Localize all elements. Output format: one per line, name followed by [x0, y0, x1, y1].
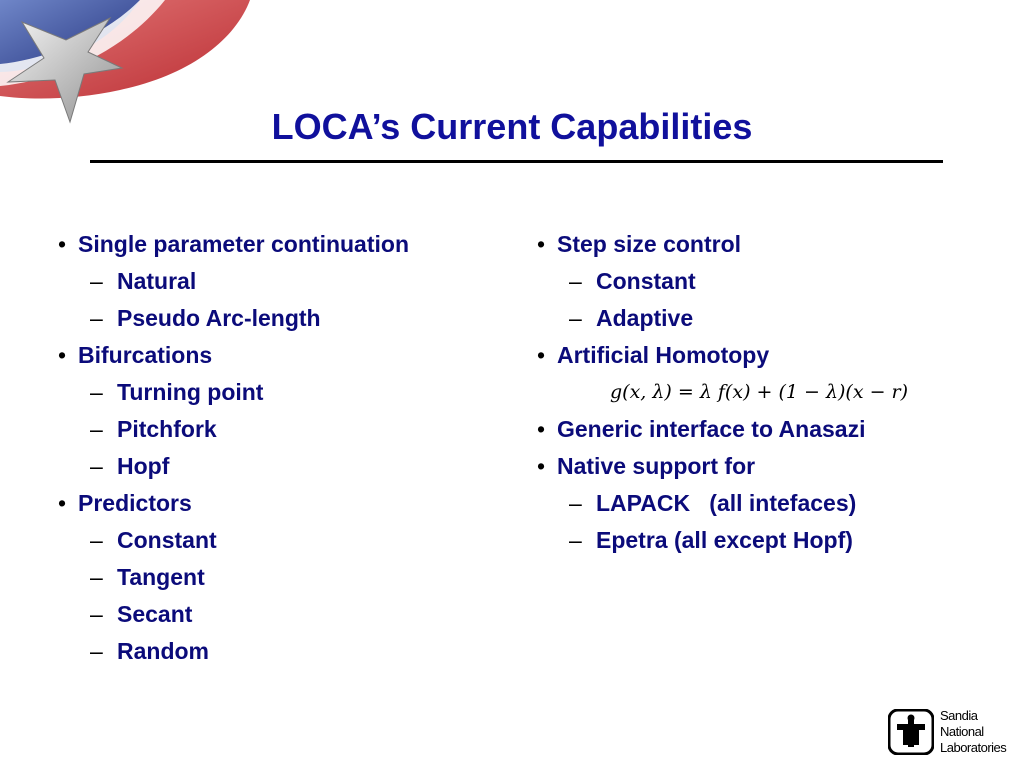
- list-item: [58, 337, 409, 374]
- list-item: [537, 485, 908, 522]
- bullet-marker: •: [537, 453, 546, 479]
- item-label: Epetra (all except Hopf): [596, 527, 853, 553]
- list-item: [58, 263, 409, 300]
- list-item: [537, 411, 908, 448]
- sandia-thunderbird-icon: [888, 709, 934, 755]
- list-item: [58, 300, 409, 337]
- dash-marker: –: [90, 638, 103, 664]
- bullet-marker: •: [58, 490, 67, 516]
- left-bullet-list: [58, 226, 409, 670]
- item-label: Turning point: [117, 379, 264, 405]
- list-item: [537, 448, 908, 485]
- item-label: Random: [117, 638, 209, 664]
- dash-marker: –: [90, 416, 103, 442]
- list-item: [58, 226, 409, 263]
- bullet-marker: •: [537, 416, 546, 442]
- logo-line: National: [940, 724, 984, 739]
- bullet-marker: •: [537, 342, 546, 368]
- item-label: Single parameter continuation: [78, 231, 409, 257]
- dash-marker: –: [90, 453, 103, 479]
- list-item: [58, 374, 409, 411]
- item-label: Hopf: [117, 453, 170, 479]
- list-item: [58, 559, 409, 596]
- sandia-logo: [888, 707, 1014, 759]
- list-item: [537, 300, 908, 337]
- dash-marker: –: [90, 305, 103, 331]
- list-item: [537, 226, 908, 263]
- dash-marker: –: [90, 527, 103, 553]
- item-label: Adaptive: [596, 305, 694, 331]
- item-label: Artificial Homotopy: [557, 342, 770, 368]
- item-label: Secant: [117, 601, 193, 627]
- item-label: Constant: [596, 268, 696, 294]
- list-item: [58, 411, 409, 448]
- sandia-wordmark: [940, 708, 1014, 756]
- title-divider: [90, 160, 943, 163]
- bullet-marker: •: [58, 342, 67, 368]
- homotopy-formula: g(x, λ) = λ f(x) + (1 − λ)(x − r): [610, 381, 909, 403]
- item-label: Generic interface to Anasazi: [557, 416, 866, 442]
- list-item: [537, 263, 908, 300]
- dash-marker: –: [90, 601, 103, 627]
- item-label: Constant: [117, 527, 217, 553]
- item-label: Tangent: [117, 564, 205, 590]
- bullet-marker: •: [58, 231, 67, 257]
- item-label: Native support for: [557, 453, 756, 479]
- item-label: Bifurcations: [78, 342, 213, 368]
- item-label: Step size control: [557, 231, 742, 257]
- item-label: Natural: [117, 268, 197, 294]
- item-label: Pitchfork: [117, 416, 217, 442]
- list-item: [537, 337, 908, 374]
- item-label: LAPACK (all intefaces): [596, 490, 857, 516]
- dash-marker: –: [90, 379, 103, 405]
- list-item: [58, 522, 409, 559]
- list-item: [58, 596, 409, 633]
- list-item: [58, 485, 409, 522]
- list-item: [58, 448, 409, 485]
- page-title: LOCA’s Current Capabilities: [271, 106, 753, 147]
- list-item: [537, 522, 908, 559]
- right-bullet-list: [537, 226, 908, 559]
- list-item: [58, 633, 409, 670]
- bullet-marker: •: [537, 231, 546, 257]
- dash-marker: –: [569, 527, 582, 553]
- dash-marker: –: [90, 268, 103, 294]
- dash-marker: –: [90, 564, 103, 590]
- dash-marker: –: [569, 305, 582, 331]
- item-label: Pseudo Arc-length: [117, 305, 321, 331]
- dash-marker: –: [569, 490, 582, 516]
- logo-line: Sandia: [940, 708, 978, 723]
- dash-marker: –: [569, 268, 582, 294]
- item-label: Predictors: [78, 490, 192, 516]
- logo-line: Laboratories: [940, 740, 1007, 755]
